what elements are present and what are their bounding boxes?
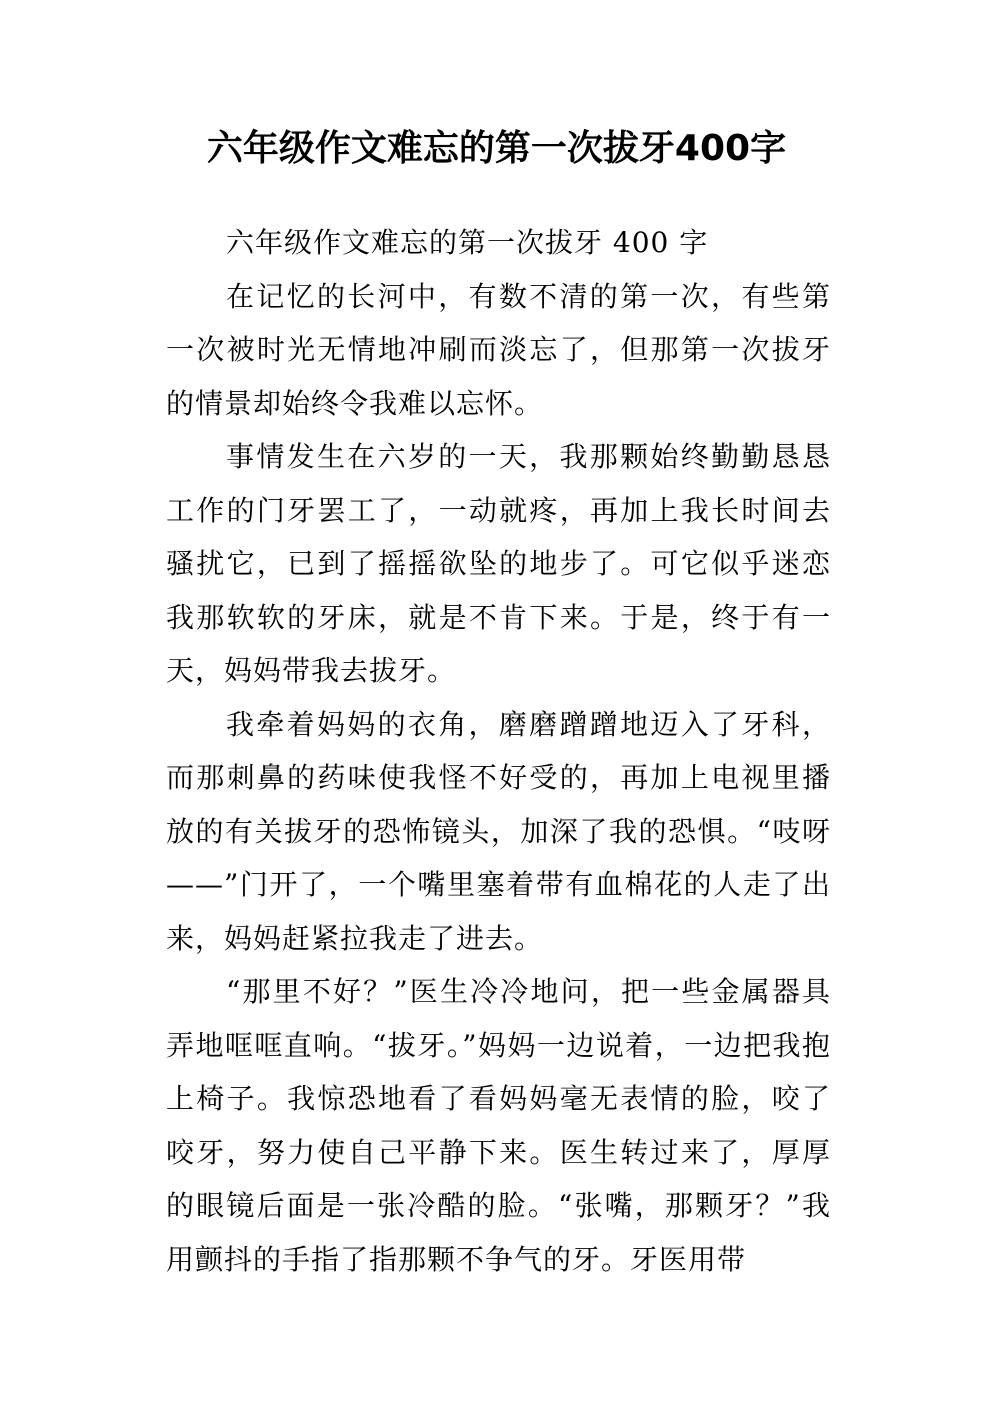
- document-body: [166, 216, 831, 1286]
- paragraph: 我牵着妈妈的衣角，磨磨蹭蹭地迈入了牙科，而那刺鼻的药味使我怪不好受的，再加上电视里播放的有关拔牙的恐怖镜头，加深了我的恐惧。“吱呀——”门开了，一个嘴里塞着带有血棉花的人走了出来，妈妈赶紧拉我走了进去。: [166, 707, 831, 955]
- document-title: 六年级作文难忘的第一次拔牙400字: [206, 128, 787, 169]
- paragraph: 在记忆的长河中，有数不清的第一次，有些第一次被时光无情地冲刷而淡忘了，但那第一次拔牙的情景却始终令我难以忘怀。: [166, 279, 831, 420]
- paragraph: 事情发生在六岁的一天，我那颗始终勤勤恳恳工作的门牙罢工了，一动就疼，再加上我长时间去骚扰它，已到了摇摇欲坠的地步了。可它似乎迷恋我那软软的牙床，就是不肯下来。于是，终于有一天，妈妈带我去拔牙。: [166, 440, 831, 687]
- paragraph: “那里不好？”医生冷冷地问，把一些金属器具弄地哐哐直响。“拔牙。”妈妈一边说着，一边把我抱上椅子。我惊恐地看了看妈妈毫无表情的脸，咬了咬牙，努力使自己平静下来。医生转过来了，厚厚的眼镜后面是一张冷酷的脸。“张嘴，那颗牙？”我用颤抖的手指了指那颗不争气的牙。牙医用带: [166, 975, 831, 1276]
- paragraph-subtitle: 六年级作文难忘的第一次拔牙 400 字: [226, 226, 709, 259]
